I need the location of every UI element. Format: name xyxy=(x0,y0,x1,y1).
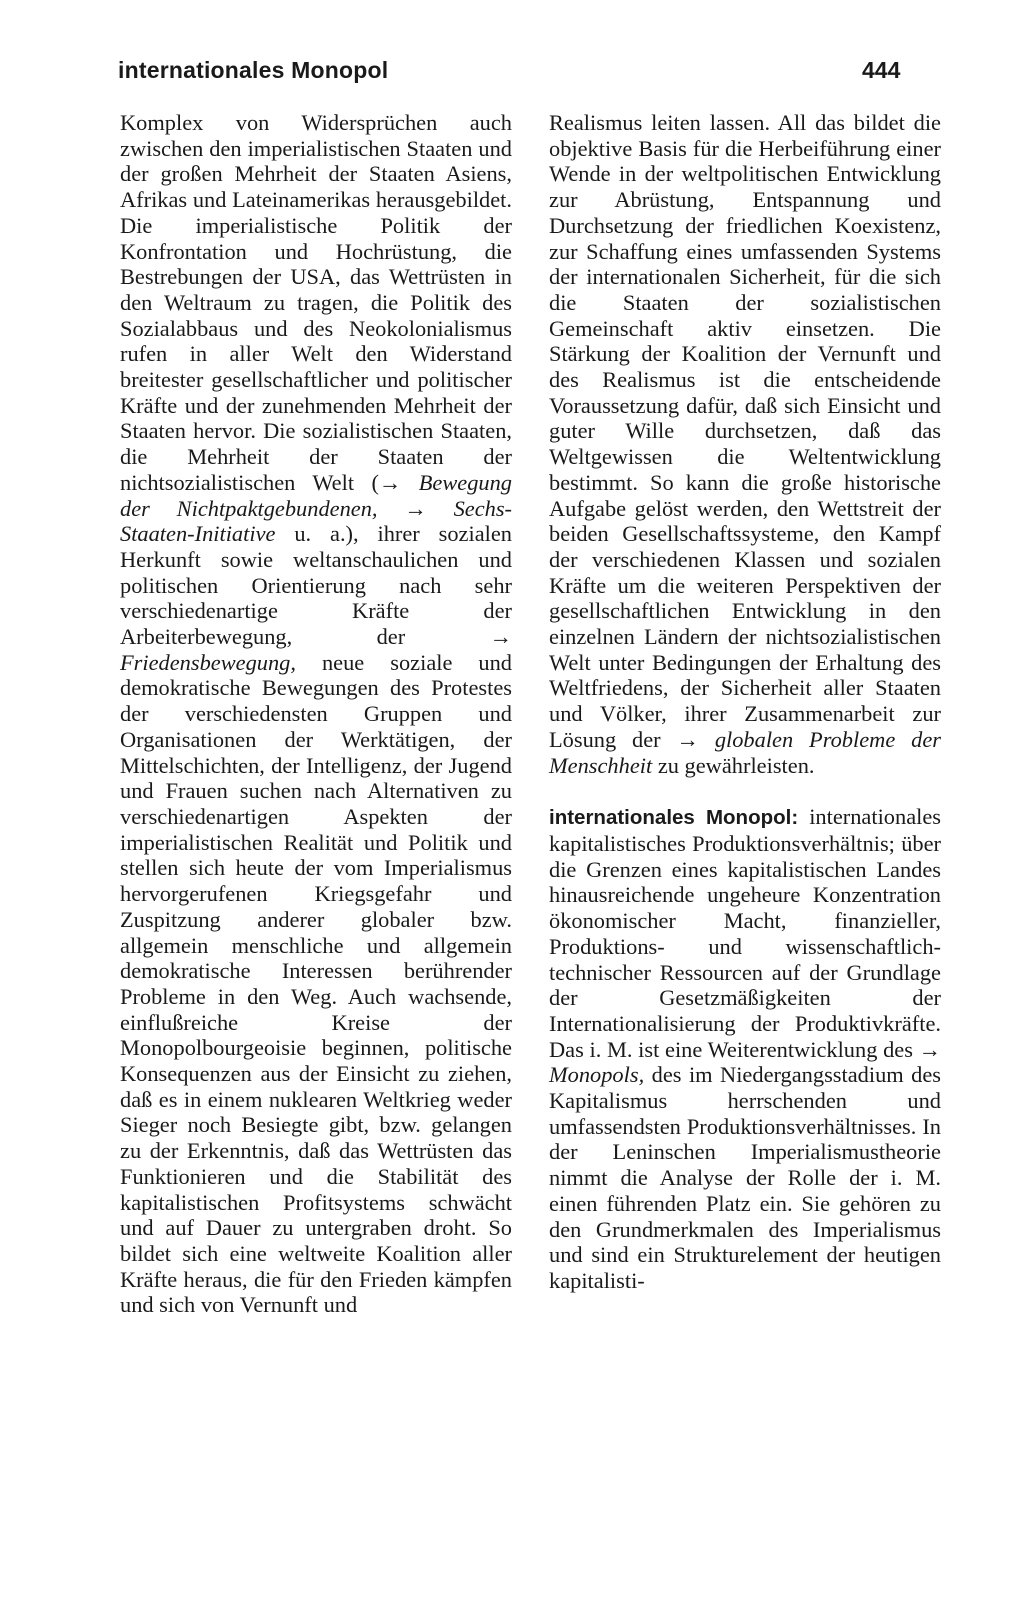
right-column xyxy=(549,110,941,1294)
cross-reference: Friedensbewegung, xyxy=(120,649,296,675)
left-column xyxy=(120,110,512,1318)
cross-reference-arrow: → xyxy=(489,624,512,650)
page-number: 444 xyxy=(862,57,901,83)
text-run: zu gewährleisten. xyxy=(652,752,815,778)
text-run: neue soziale und demokratische Bewegungen des Protestes der verschiedensten Gruppen und Organisationen der Werktätigen, der Mittelschichten, der Intelligenz, der Jugend und Frauen suchen nach Alternativen zu verschiedenartigen Aspekten der imperialistischen Realität und Politik und stellen sich heute der vom Imperialismus hervorgerufenen Kriegsgefahr und Zuspitzung anderer globaler bzw. allgemein menschliche und allgemein demokratische Interessen berührender Probleme in den Weg. Auch wachsende, einflußreiche Kreise der Monopolbourgeoisie beginnen, politische Konsequenzen aus der Einsicht zu ziehen, daß es in einem nuklearen Weltkrieg weder Sieger noch Besiegte gibt, bzw. gelangen zu der Erkenntnis, daß das Wettrüsten das Funktionieren und die Stabilität des kapitalistischen Profitsystems schwächt und auf Dauer zu untergraben droht. So bildet sich eine weltweite Koalition aller Kräfte heraus, die für den Frieden kämpfen und sich von Vernunft und xyxy=(120,649,512,1318)
cross-reference: globalen Probleme der Menschheit xyxy=(549,726,941,778)
text-run: Realismus leiten lassen. All das bildet die objektive Basis für die Herbeiführung einer Wende in der weltpolitischen Entwicklung zur Abrüstung, Entspannung und Durchsetzung der friedlichen Koexistenz, zur Schaffung eines umfassenden Systems der internationalen Sicherheit, für die sich die Staaten der sozialistischen Gemeinschaft aktiv einsetzen. Die Stärkung der Koalition der Vernunft und des Realismus ist die entscheidende Voraussetzung dafür, daß sich Einsicht und guter Wille durchsetzen, daß das Weltgewissen die Weltentwicklung bestimmt. So kann die große historische Aufgabe gelöst werden, den Wettstreit der beiden Gesellschaftssysteme, den Kampf der verschiedenen Klassen und sozialen Kräfte um die weiteren Perspektiven der gesellschaftlichen Entwicklung in den einzelnen Ländern der nichtsozialistischen Welt unter Bedingungen der Erhaltung des Weltfriedens, der Sicherheit aller Staaten und Völker, ihrer Zusammenarbeit zur Lösung der xyxy=(549,110,941,752)
cross-reference: Bewegung der Nichtpaktgebundenen, xyxy=(120,469,512,521)
cross-reference: Sechs-Staaten-Initiative xyxy=(120,495,512,547)
cross-reference-arrow: → xyxy=(918,1036,941,1062)
paragraph-continuation xyxy=(549,110,941,778)
entry-term: internationales Monopol: xyxy=(549,806,799,830)
cross-reference: Monopols, xyxy=(549,1062,645,1088)
running-head: internationales Monopol xyxy=(118,57,389,83)
paragraph-continuation xyxy=(120,110,512,1318)
cross-reference-arrow: → xyxy=(378,469,402,495)
cross-reference-arrow: → xyxy=(676,726,699,752)
text-run: u. a.), ihrer sozialen Herkunft sowie weltanschaulichen und politischen Orientierung nach sehr verschiedenartige Kräfte der Arbeiterbewegung, der xyxy=(120,521,512,650)
text-run: des im Niedergangsstadium des Kapitalismus herrschenden und umfassendsten Produktionsverhältnisses. In der Leninschen Imperialismustheorie nimmt die Analyse der Rolle der i. M. einen führenden Platz ein. Sie gehören zu den Grundmerkmalen des Imperialismus und sind ein Strukturelement der heutigen kapitalisti- xyxy=(549,1062,941,1293)
cross-reference-arrow: → xyxy=(404,495,427,521)
dictionary-entry xyxy=(549,804,941,1293)
text-run: Komplex von Widersprüchen auch zwischen den imperialistischen Staaten und der großen Mehrheit der Staaten Asiens, Afrikas und Lateinamerikas herausgebildet. Die imperialistische Politik der Konfrontation und Hochrüstung, die Bestrebungen der USA, das Wettrüsten in den Weltraum zu tragen, die Politik des Sozialabbaus und des Neokolonialismus rufen in aller Welt den Widerstand breitester gesellschaftlicher und politischer Kräfte und der zunehmenden Mehrheit der Staaten hervor. Die sozialistischen Staaten, die Mehrheit der Staaten der nichtsozialistischen Welt ( xyxy=(120,110,512,495)
text-run: internationales kapitalistisches Produktionsverhältnis; über die Grenzen eines kapitalistischen Landes hinausreichende ungeheure Konzentration ökonomischer Macht, finanzieller, Produktions- und wissenschaftlich-technischer Ressourcen auf der Grundlage der Gesetzmäßigkeiten der Internationalisierung der Produktivkräfte. Das i. M. ist eine Weiterentwicklung des xyxy=(549,804,941,1062)
